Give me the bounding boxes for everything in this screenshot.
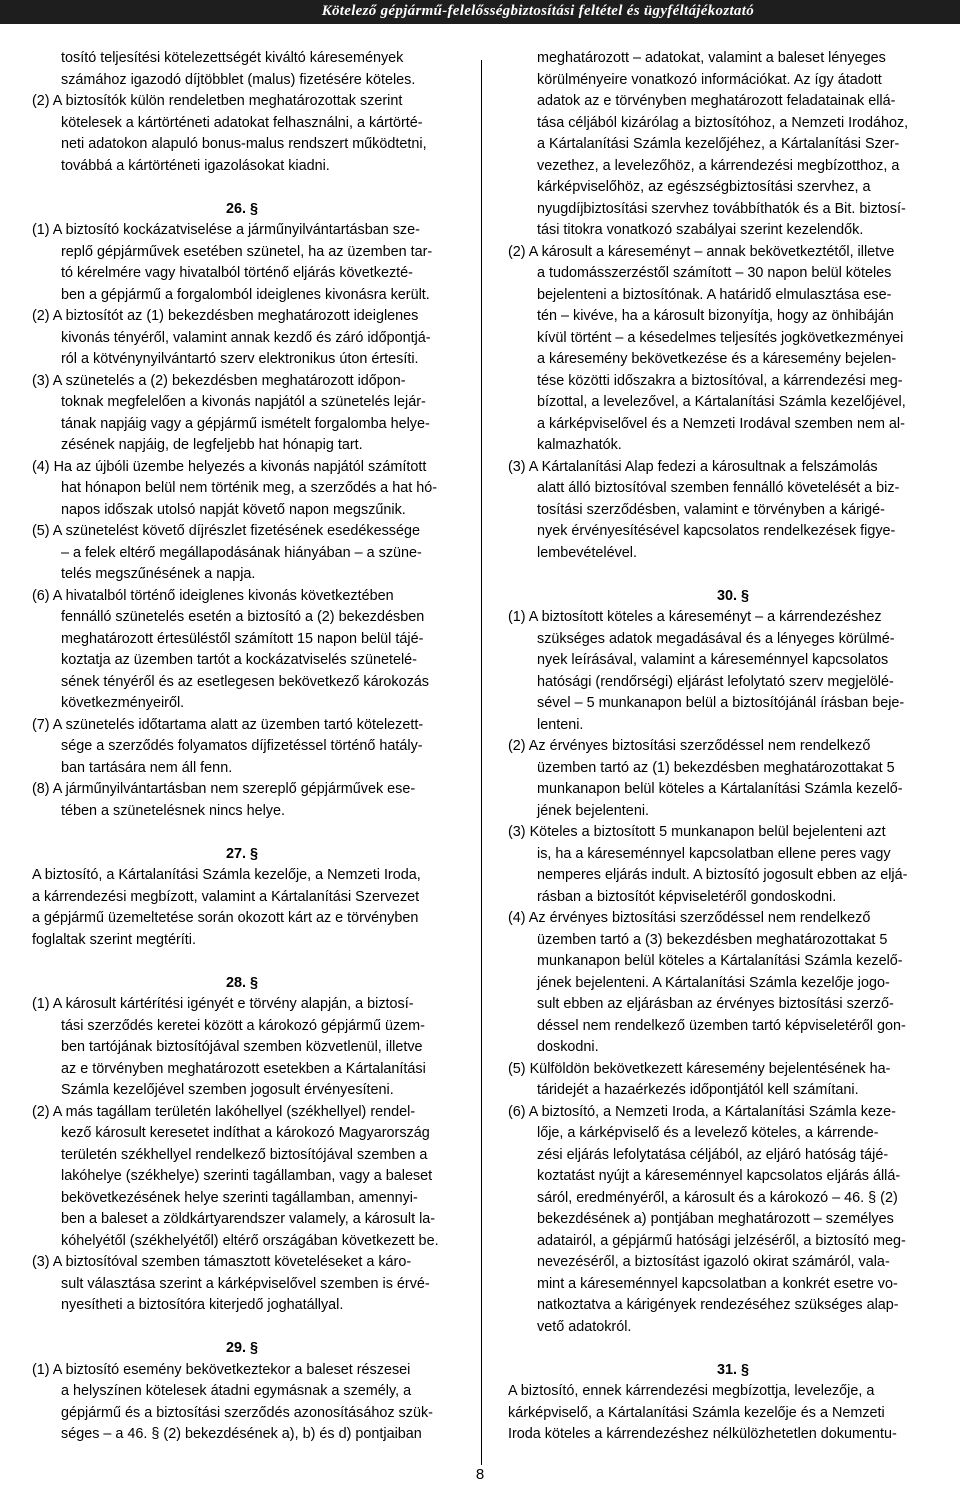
text-line: alatt álló biztosítóval szemben fennálló követelését a biz- — [537, 480, 900, 496]
text-line: sége a szerződés folyamatos díjfizetéssel történő hatály- — [61, 738, 423, 754]
text-line: bekövetkezésének helye szerinti tagállamban, amennyi- — [61, 1189, 418, 1206]
text-line: séges – a 46. § (2) bekezdésének a), b) és d) pontjaiban — [61, 1426, 422, 1442]
text-line: rásban a biztosítót képviseletéről gondoskodni. — [537, 888, 837, 905]
text-line: hatósági (rendőrségi) eljárást lefolytató szerv megjelölé- — [537, 673, 894, 690]
text-line: bekezdésének a) pontjában meghatározott – személyes — [537, 1211, 894, 1227]
text-line: adatairól, a gépjármű hatósági jelzéséről, a biztosító meg- — [537, 1232, 906, 1249]
text-line: kivonás tényéről, valamint annak kezdő és záró időpontjá- — [61, 329, 431, 346]
text-line: (2) A biztosítók külön rendeletben meghatározottak szerint — [32, 93, 403, 109]
text-line: (1) A biztosított köteles a káreseményt – a kárrendezéshez — [508, 609, 882, 625]
text-line: (3) A Kártalanítási Alap fedezi a károsultnak a felszámolás — [508, 458, 878, 475]
text-line: sével – 5 munkanapon belül a biztosítójánál írásban beje- — [537, 695, 905, 711]
text-line: kárképviselő, a Kártalanítási Számla kezelője és a Nemzeti — [508, 1404, 885, 1421]
text-line: ben a baleset a zöldkártyarendszer valamely, a károsult la- — [61, 1211, 436, 1227]
text-line: (1) A károsult kártérítési igényét e törvény alapján, a biztosí- — [32, 996, 414, 1012]
text-line: kárképviselőhöz, az egészségbiztosítási szervhez, a — [537, 179, 871, 195]
text-line: A biztosító, ennek kárrendezési megbízottja, levelezője, a — [508, 1383, 875, 1399]
text-line: fennálló szünetelés esetén a biztosító a (2) bekezdésben — [61, 609, 425, 625]
text-line: koztatást nyújt a káreseménnyel kapcsolatos eljárás állá- — [537, 1168, 901, 1184]
document-title: Kötelező gépjármű-felelősségbiztosítási feltétel és ügyféltájékoztató — [321, 3, 754, 19]
section-title: 31. § — [716, 1361, 749, 1378]
text-line: sult ebben az eljárásban az érvényes biztosítási szerző- — [537, 996, 894, 1012]
text-line: lakóhelye (székhelye) szerinti tagállamban, vagy a baleset — [61, 1168, 433, 1184]
paragraph-gap — [32, 1317, 452, 1339]
text-line: kívül történt – a késedelmes teljesítés jogkövetkezményei — [537, 329, 904, 346]
text-line: (5) Külföldön bekövetkezett káresemény bejelentésének ha- — [508, 1060, 891, 1077]
text-line: A biztosító, a Kártalanítási Számla kezelője, a Nemzeti Iroda, — [32, 867, 421, 883]
text-line: tó kérelmére vagy hivatalból történő eljárás következté- — [61, 265, 413, 281]
text-line: (5) A szünetelést követő díjrészlet fizetésének esedékessége — [32, 523, 420, 539]
text-line: sének tényéről és az esetlegesen bekövetkező károkozás — [61, 673, 429, 690]
text-line: (2) A károsult a káreseményt – annak bekövetkeztétől, illetve — [508, 243, 895, 260]
text-line: lembevételével. — [537, 544, 637, 561]
text-line: vető adatokról. — [537, 1318, 632, 1335]
text-line: kalmazhatók. — [537, 437, 622, 453]
paragraph-gap — [508, 564, 958, 586]
text-line: ról a kötvénynyilvántartó szerv elektronikus úton értesíti. — [61, 351, 419, 367]
page-number: 8 — [475, 1466, 485, 1483]
text-line: a tudomásszerzéstől számított – 30 napon belül köteles — [537, 265, 892, 281]
column-divider — [481, 60, 482, 1465]
text-line: bízottal, a levelezővel, a Kártalanítási Számla kezelőjével, — [537, 394, 906, 410]
text-line: – a felek eltérő megállapodásának hiányában – a szüne- — [61, 544, 422, 561]
paragraph-gap — [508, 1338, 958, 1360]
text-line: vezethez, a levelezőhöz, a kárrendezési megbízotthoz, a — [537, 157, 900, 174]
section-title: 27. § — [225, 845, 258, 862]
section-title: 30. § — [716, 587, 749, 604]
text-line: táridejét a hazaérkezés időpontjától kell számítani. — [537, 1082, 859, 1098]
text-line: sáról, eredményéről, a károsult és a károkozó – 46. § (2) — [537, 1189, 898, 1206]
text-line: a Kártalanítási Számla kezelőjéhez, a Kártalanítási Szer- — [537, 136, 900, 152]
text-line: (7) A szünetelés időtartama alatt az üzemben tartó kötelezett- — [32, 716, 424, 733]
right-column — [508, 48, 958, 1446]
text-line: tén – kivéve, ha a károsult bizonyítja, hogy az önhibáján — [537, 308, 894, 324]
text-line: ben tartójának biztosítójával szemben közvetlenül, illetve — [61, 1039, 423, 1055]
text-line: déssel nem rendelkező üzemben tartó képviseletéről gon- — [537, 1017, 906, 1034]
text-line: (1) A biztosító kockázatviselése a járműnyilvántartásban sze- — [32, 222, 420, 238]
text-line: üzemben tartó a (3) bekezdésben meghatározottakat 5 — [537, 931, 888, 948]
text-line: (4) Ha az újbóli üzembe helyezés a kivonás napjától számított — [32, 458, 427, 475]
text-line: nevezéséről, a biztosítást igazoló okirat számáról, vala- — [537, 1254, 890, 1270]
text-line: tási titokra vonatkozó szabályai szerint kezelendők. — [537, 222, 864, 238]
text-line: (2) A más tagállam területén lakóhellyel (székhellyel) rendel- — [32, 1103, 416, 1120]
text-line: Számla kezelőjével szemben jogosult érvényesíteni. — [61, 1082, 394, 1098]
header-bar — [0, 0, 960, 24]
text-line: lője, a kárképviselő és a levelező köteles, a kárrende- — [537, 1125, 879, 1141]
text-line: gépjármű és a biztosítási szerződés azonosításához szük- — [61, 1404, 433, 1421]
text-line: (2) Az érvényes biztosítási szerződéssel nem rendelkező — [508, 738, 871, 754]
text-line: zésének napjáig, de legfeljebb hat hónapig tart. — [61, 437, 363, 453]
text-line: tása céljából kizárólag a biztosítóhoz, a Nemzeti Irodához, — [537, 114, 909, 131]
text-line: is, ha a káreseménnyel kapcsolatban ellene peres vagy — [537, 845, 891, 862]
text-line: doskodni. — [537, 1039, 599, 1055]
text-line: szükséges adatok megadásával és a lényeges körülmé- — [537, 630, 895, 647]
paragraph-gap — [32, 822, 452, 844]
text-line: kező károsult keresetet indíthat a károkozó Magyarország — [61, 1125, 430, 1141]
text-line: bejelenteni a biztosítónak. A határidő elmulasztása ese- — [537, 286, 892, 303]
text-line: hat hónapon belül nem történik meg, a szerződés a hat hó- — [61, 480, 437, 496]
text-line: replő gépjárművek esetében szünetel, ha az üzemben tar- — [61, 243, 433, 260]
text-line: munkanapon belül köteles a Kártalanítási Számla kezelő- — [537, 953, 903, 969]
text-line: nemperes eljárás indult. A biztosító jogosult ebben az eljá- — [537, 867, 908, 883]
text-line: foglaltak szerint megtéríti. — [32, 931, 196, 948]
text-line: neti adatokon alapuló bonus-malus rendszert működtetni, — [61, 136, 427, 152]
text-line: Iroda köteles a kárrendezéshez nélkülözhetetlen dokumentu- — [508, 1426, 897, 1442]
text-line: jének bejelenteni. — [537, 802, 650, 819]
text-line: tosító teljesítési kötelezettségét kiváltó káresemények — [61, 50, 404, 66]
text-line: (3) Köteles a biztosított 5 munkanapon belül bejelenteni azt — [508, 824, 886, 840]
section-title: 29. § — [225, 1340, 258, 1356]
text-line: körülményeire vonatkozó információkat. Az így átadott — [537, 71, 882, 88]
text-line: (1) A biztosító esemény bekövetkeztekor a baleset részesei — [32, 1361, 411, 1378]
text-line: (6) A hivatalból történő ideiglenes kivonás következtében — [32, 587, 394, 604]
text-line: területén székhellyel rendelkező biztosítójával szemben a — [61, 1146, 428, 1163]
text-line: natkoztatva a kárigények rendezéséhez szükséges alap- — [537, 1297, 899, 1313]
text-line: a kárképviselővel és a Nemzeti Irodával szemben nem al- — [537, 415, 905, 432]
text-line: nyesítheti a biztosítóra kiterjedő joghatállyal. — [61, 1297, 344, 1313]
text-line: (3) A biztosítóval szemben támasztott követeléseket a káro- — [32, 1254, 412, 1270]
text-line: ban tartására nem áll fenn. — [61, 759, 233, 776]
text-line: (4) Az érvényes biztosítási szerződéssel nem rendelkező — [508, 910, 871, 926]
text-line: a gépjármű üzemeltetése során okozott kárt az e törvényben — [32, 910, 419, 926]
text-line: ben a gépjármű a forgalomból ideiglenes kivonásra került. — [61, 286, 430, 303]
left-column — [32, 48, 452, 1446]
text-line: (2) A biztosítót az (1) bekezdésben meghatározott ideiglenes — [32, 308, 419, 324]
text-line: meghatározott értesüléstől számított 15 napon belül tájé- — [61, 630, 424, 647]
text-line: (6) A biztosító, a Nemzeti Iroda, a Kártalanítási Számla keze- — [508, 1103, 896, 1120]
text-line: napos időszak utolsó napját követő napon megszűnik. — [61, 501, 406, 518]
text-line: mint a káreseménnyel kapcsolatban a konkrét esetre vo- — [537, 1275, 898, 1292]
text-line: üzemben tartó az (1) bekezdésben meghatározottakat 5 — [537, 759, 895, 776]
text-line: toknak megfelelően a kivonás napjától a szünetelés lejár- — [61, 394, 426, 410]
text-line: koztatja az üzemben tartót a kockázatviselés szünetelé- — [61, 652, 417, 668]
text-line: nyugdíjbiztosítási szervhez továbbíthatók és a Bit. biztosí- — [537, 200, 906, 217]
text-line: az e törvényben meghatározott esetekben a Kártalanítási — [61, 1060, 426, 1077]
text-line: nyek leírásával, valamint a káreseménnyel kapcsolatos — [537, 652, 889, 668]
text-line: (3) A szünetelés a (2) bekezdésben meghatározott időpon- — [32, 372, 406, 389]
text-line: sult választása szerint a kárképviselővel szemben is érvé- — [61, 1275, 430, 1292]
text-line: munkanapon belül köteles a Kártalanítási Számla kezelő- — [537, 781, 903, 797]
text-line: tében a szünetelésnek nincs helye. — [61, 802, 286, 819]
section-title: 28. § — [225, 974, 258, 991]
text-line: adatok az e törvényben meghatározott feladatainak ellá- — [537, 93, 896, 109]
text-line: telés megszűnésének a napja. — [61, 566, 256, 582]
paragraph-gap — [32, 177, 452, 199]
text-line: nyek érvényesítésével kapcsolatos rendelkezések figye- — [537, 523, 896, 539]
paragraph-gap — [32, 951, 452, 973]
text-line: a káresemény bekövetkezése és a káresemény bejelen- — [537, 351, 897, 367]
text-line: számához igazodó díjtöbblet (malus) fizetésére köteles. — [61, 71, 416, 88]
text-line: a helyszínen kötelesek átadni egymásnak a személy, a — [61, 1383, 412, 1399]
text-line: tosítási szerződésben, valamint e törvényben a kárigé- — [537, 501, 885, 518]
text-line: kóhelyétől (székhelyétől) eltérő országában következett be. — [61, 1232, 439, 1249]
section-title: 26. § — [225, 200, 258, 217]
text-line: tási szerződés keretei között a károkozó gépjármű üzem- — [61, 1017, 425, 1034]
text-line: tése közötti időszakra a biztosítóval, a kárrendezési meg- — [537, 372, 903, 389]
text-line: tának napjáig vagy a gépjármű ismételt forgalomba helye- — [61, 415, 430, 432]
text-line: zési eljárás lefolytatása céljából, az eljáró hatóság tájé- — [537, 1146, 889, 1163]
text-line: továbbá a kártörténeti igazolásokat kiadni. — [61, 157, 330, 174]
text-line: meghatározott – adatokat, valamint a baleset lényeges — [537, 50, 886, 66]
text-line: (8) A járműnyilvántartásban nem szereplő gépjárművek ese- — [32, 781, 416, 797]
text-line: a kárrendezési megbízott, valamint a Kártalanítási Szervezet — [32, 888, 420, 905]
text-line: lenteni. — [537, 716, 584, 733]
text-line: jének bejelenteni. A Kártalanítási Számla kezelője jogo- — [537, 974, 890, 991]
text-line: következményeiről. — [61, 695, 185, 711]
text-line: kötelesek a kártörténeti adatokat felhasználni, a kártörté- — [61, 114, 423, 131]
